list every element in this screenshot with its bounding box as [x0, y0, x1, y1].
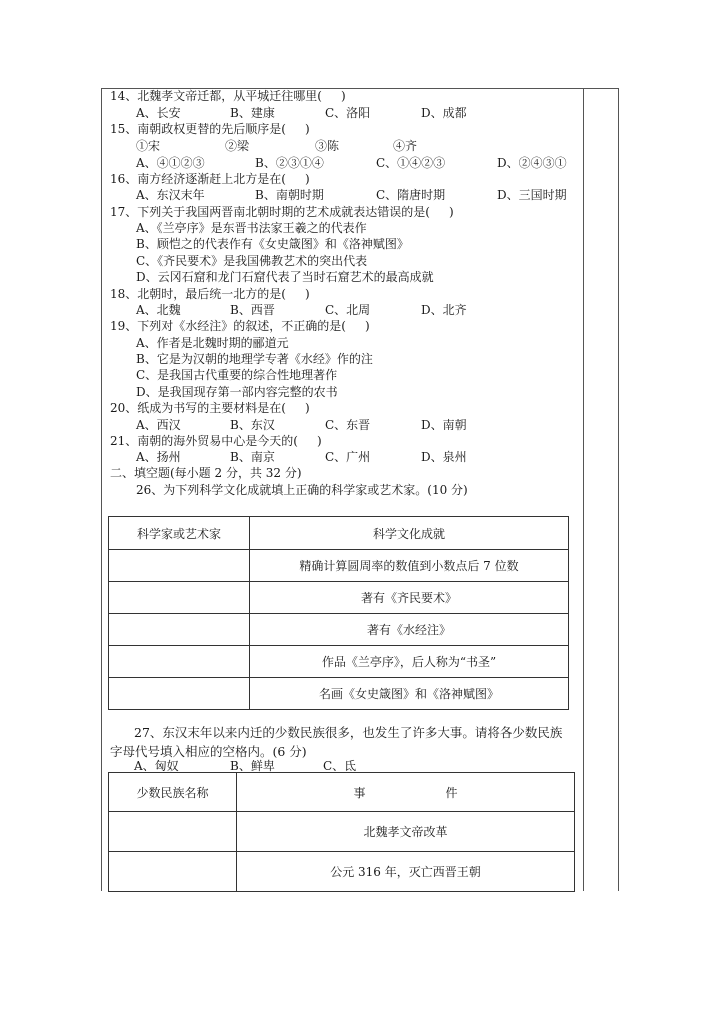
table2-header-name: 少数民族名称: [109, 773, 237, 812]
table1-header-person: 科学家或艺术家: [109, 517, 250, 550]
q18-option-a: A、北魏: [136, 303, 181, 317]
question-20: 20、纸成为书写的主要材料是在( ): [110, 401, 310, 415]
q18-option-b: B、西晋: [230, 303, 275, 317]
question-16: 16、南方经济逐渐赶上北方是在( ): [110, 172, 310, 186]
q21-option-a: A、扬州: [136, 450, 181, 464]
q17-statement-a: A、《兰亭序》是东晋书法家王羲之的代表作: [136, 221, 367, 235]
question-14: 14、北魏孝文帝迁都，从平城迁往哪里( ): [110, 89, 346, 103]
q27-option-b: B、鲜卑: [230, 759, 275, 773]
q16-option-b: B、南朝时期: [255, 188, 324, 202]
table2-event: 北魏孝文帝改革: [237, 812, 575, 852]
q16-option-a: A、东汉末年: [136, 188, 205, 202]
q14-option-c: C、洛阳: [325, 106, 371, 120]
q15-sub-4: ④齐: [393, 139, 418, 153]
table1-answer-cell[interactable]: [109, 678, 250, 710]
q21-option-d: D、泉州: [421, 450, 467, 464]
q15-sub-3: ③陈: [315, 139, 340, 153]
q15-sub-1: ①宋: [136, 139, 161, 153]
q14-option-a: A、长安: [136, 106, 181, 120]
question-26: 26、为下列科学文化成就填上正确的科学家或艺术家。(10 分): [136, 483, 468, 497]
table1-achievement: 名画《女史箴图》和《洛神赋图》: [250, 678, 569, 710]
table1-achievement: 精确计算圆周率的数值到小数点后 7 位数: [250, 550, 569, 582]
q15-option-d: D、②④③①: [497, 156, 567, 170]
table2-header-event: [237, 773, 575, 812]
question-27-line2: 字母代号填入相应的空格内。(6 分): [110, 744, 307, 759]
q15-option-a: A、④①②③: [136, 156, 205, 170]
ethnic-events-table: [108, 772, 575, 892]
q19-statement-c: C、是我国古代重要的综合性地理著作: [136, 368, 338, 382]
q20-option-b: B、东汉: [230, 418, 275, 432]
q15-option-b: B、②③①④: [255, 156, 324, 170]
q19-statement-b: B、它是为汉朝的地理学专著《水经》作的注: [136, 352, 373, 366]
q17-statement-d: D、云冈石窟和龙门石窟代表了当时石窟艺术的最高成就: [136, 270, 434, 284]
table1-answer-cell[interactable]: [109, 582, 250, 614]
q16-option-d: D、三国时期: [497, 188, 567, 202]
side-column: [582, 88, 619, 891]
question-19: 19、下列对《水经注》的叙述，不正确的是( ): [110, 319, 370, 333]
q15-option-c: C、①④②③: [376, 156, 446, 170]
q18-option-c: C、北周: [325, 303, 371, 317]
q15-sub-2: ②梁: [225, 139, 250, 153]
q17-statement-c: C、《齐民要术》是我国佛教艺术的突出代表: [136, 254, 368, 268]
q20-option-d: D、南朝: [421, 418, 467, 432]
question-21: 21、南朝的海外贸易中心是今天的( ): [110, 434, 322, 448]
q14-option-b: B、建康: [230, 106, 275, 120]
table1-achievement: 著有《齐民要术》: [250, 582, 569, 614]
table2-header-event-char2: 件: [445, 785, 458, 800]
table1-achievement: 作品《兰亭序》，后人称为“书圣”: [250, 646, 569, 678]
table1-answer-cell[interactable]: [109, 614, 250, 646]
q16-option-c: C、隋唐时期: [376, 188, 446, 202]
question-27-line1: 27、东汉末年以来内迁的少数民族很多，也发生了许多大事。请将各少数民族: [134, 725, 563, 740]
table2-event: 公元 316 年，灭亡西晋王朝: [237, 852, 575, 892]
section-2-heading: 二、填空题(每小题 2 分，共 32 分): [110, 466, 302, 480]
q21-option-b: B、南京: [230, 450, 275, 464]
q19-statement-d: D、是我国现存第一部内容完整的农书: [136, 385, 338, 399]
q20-option-c: C、东晋: [325, 418, 371, 432]
q27-option-c: C、氐: [323, 759, 357, 773]
q27-option-a: A、匈奴: [134, 759, 179, 773]
q18-option-d: D、北齐: [421, 303, 467, 317]
question-17: 17、下列关于我国两晋南北朝时期的艺术成就表达错误的是( ): [110, 205, 454, 219]
question-18: 18、北朝时，最后统一北方的是( ): [110, 287, 310, 301]
table2-header-event-char1: 事: [353, 785, 366, 800]
table1-header-achievement: 科学文化成就: [250, 517, 569, 550]
table2-answer-cell[interactable]: [109, 852, 237, 892]
q19-statement-a: A、作者是北魏时期的郦道元: [136, 336, 289, 350]
achievements-table: [108, 516, 569, 710]
table1-answer-cell[interactable]: [109, 646, 250, 678]
table2-answer-cell[interactable]: [109, 812, 237, 852]
q21-option-c: C、广州: [325, 450, 371, 464]
question-15: 15、南朝政权更替的先后顺序是( ): [110, 122, 310, 136]
table1-achievement: 著有《水经注》: [250, 614, 569, 646]
table1-answer-cell[interactable]: [109, 550, 250, 582]
q14-option-d: D、成都: [421, 106, 467, 120]
q20-option-a: A、西汉: [136, 418, 181, 432]
q17-statement-b: B、顾恺之的代表作有《女史箴图》和《洛神赋图》: [136, 237, 409, 251]
